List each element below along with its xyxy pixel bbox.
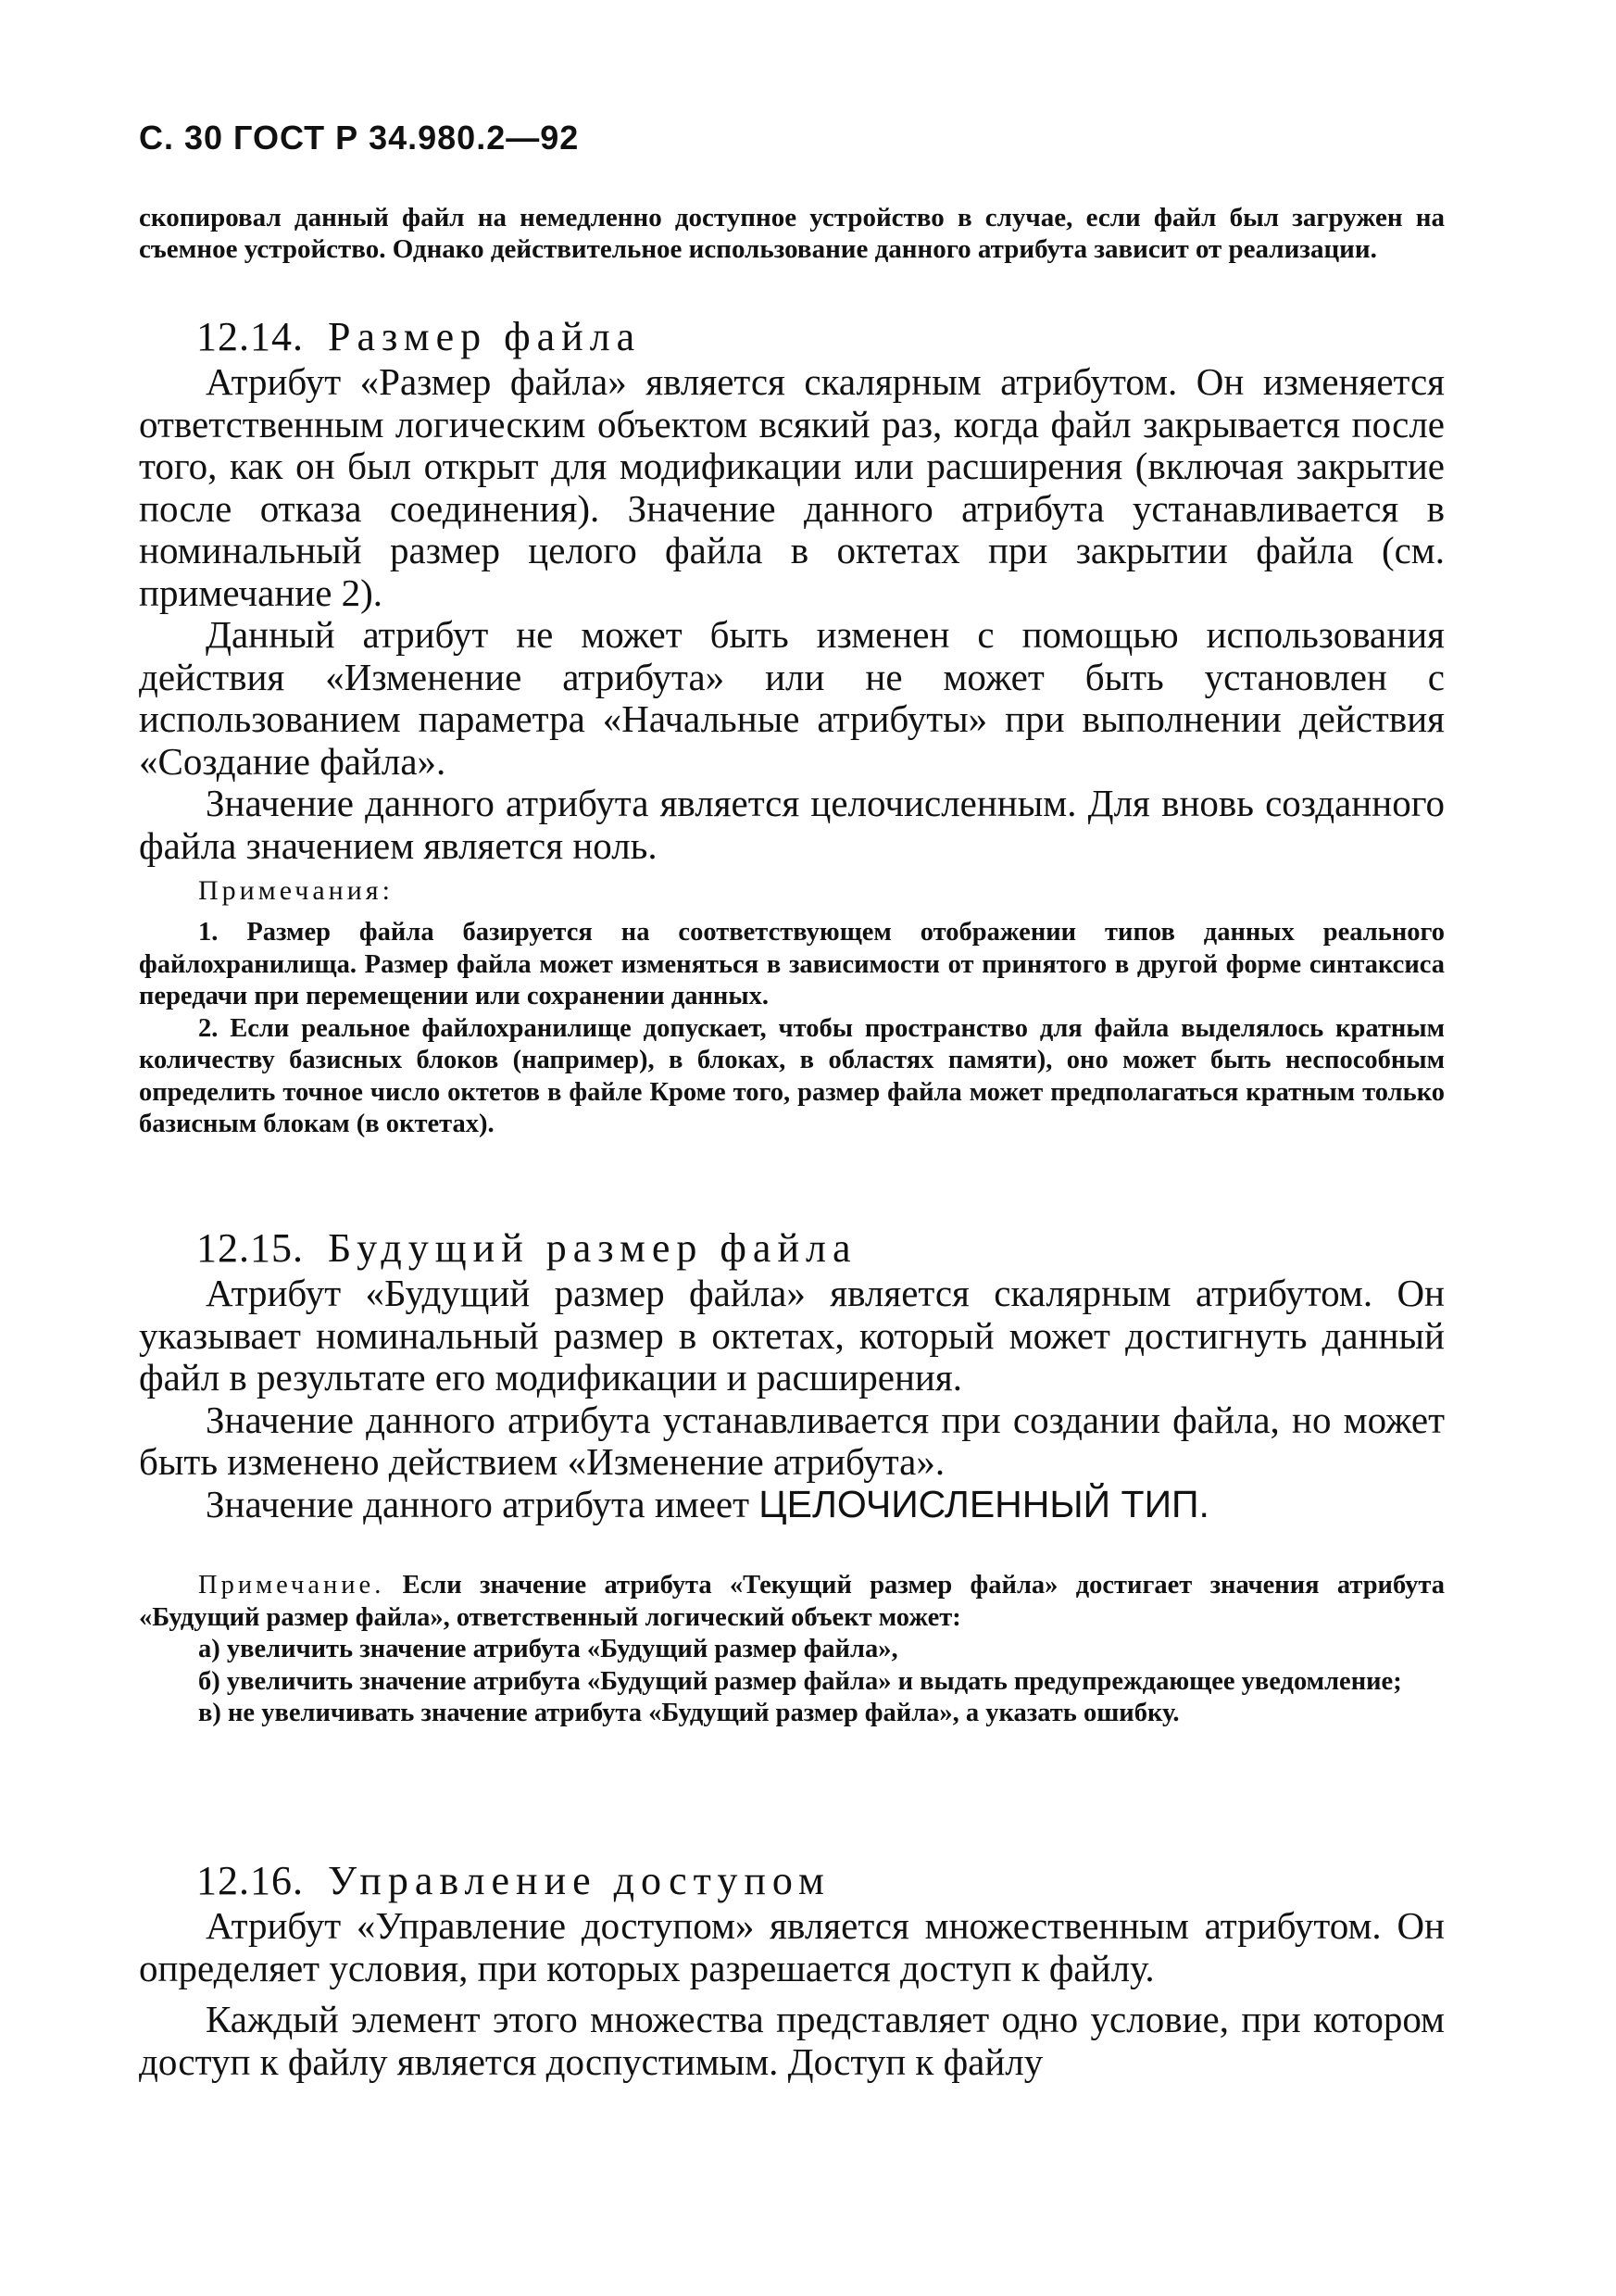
note-item: 1. Размер файла базируется на соответствующем отображении типов данных реального файлохранилища. Размер файла может изменяться в зависимости от принятого в другой форме синтаксиса передачи при перемещении или сохранении данных. [139,918,1445,1010]
intro-paragraph: скопировал данный файл на немедленно доступное устройство в случае, если файл был загружен на съемное устройство. Однако действительное использование данного атрибута зависит от реализации. [139,203,1445,264]
paragraph-text: Значение данного атрибута имеет [206,1482,759,1525]
section-12-16-title [196,1857,831,1904]
paragraph: Значение данного атрибута устанавливается при создании файла, но может быть изменено действием «Изменение атрибута». [139,1398,1445,1483]
section-title-text: Будущий размер файла [328,1225,858,1271]
section-number: 12.15. [196,1225,304,1271]
note-label: Примечание. [198,1571,385,1600]
note-item: в) не увеличивать значение атрибута «Будущий размер файла», а указать ошибку. [198,1699,1180,1727]
section-number: 12.16. [196,1858,304,1903]
page-header: С. 30 ГОСТ Р 34.980.2—92 [139,119,580,157]
section-12-15-title [196,1224,858,1272]
notes-block [139,917,1445,1141]
paragraph: Атрибут «Будущий размер файла» является скалярным атрибутом. Он указывает номинальный размер в октетах, который может достигнуть данный файл в результате его модификации и расширения. [139,1272,1445,1399]
note-block [139,1570,1445,1730]
note-item: б) увеличить значение атрибута «Будущий размер файла» и выдать предупреждающее уведомление; [198,1666,1402,1696]
paragraph: Данный атрибут не может быть изменен с помощью использования действия «Изменение атрибута» или не может быть установлен с использованием параметра «Начальные атрибуты» при выполнении действия «Создание файла». [139,613,1445,783]
section-12-15-body [139,1273,1445,1525]
note-intro [139,1570,1445,1634]
type-name: ЦЕЛОЧИСЛЕННЫЙ ТИП. [758,1482,1209,1525]
note-text: Если значение атрибута «Текущий размер файла» достигает значения атрибута «Будущий размер файла», ответственный логический объект может: [139,1571,1445,1632]
section-title-text: Управление доступом [328,1858,831,1903]
section-12-16-body [139,1905,1445,2083]
section-12-14-title [196,313,641,360]
paragraph: Атрибут «Размер файла» является скалярным атрибутом. Он изменяется ответственным логическим объектом всякий раз, когда файл закрывается после того, как он был открыт для модификации или расширения (включая закрытие после отказа соединения). Значение данного атрибута устанавливается в номинальный размер целого файла в октетах при закрытии файла (см. примечание 2). [139,360,1445,614]
notes-heading: Примечания: [198,875,394,906]
section-12-14-body [139,361,1445,867]
paragraph: Атрибут «Управление доступом» является множественным атрибутом. Он определяет условия, при которых разрешается доступ к файлу. [139,1904,1445,1989]
note-item: а) увеличить значение атрибута «Будущий размер файла», [198,1635,898,1663]
paragraph: Значение данного атрибута является целочисленным. Для вновь созданного файла значением является ноль. [139,782,1445,867]
section-number: 12.14. [196,314,304,359]
paragraph [139,1484,1445,1526]
note-item: 2. Если реальное файлохранилище допускает, чтобы пространство для файла выделялось кратным количеству базисных блоков (например), в блоках, в областях памяти), оно может быть неспособным определить точное число октетов в файле Кроме того, размер файла может предполагаться кратным только базисным блокам (в октетах). [139,1013,1445,1138]
paragraph: Каждый элемент этого множества представляет одно условие, при котором доступ к файлу является доспустимым. Доступ к файлу [139,1998,1445,2083]
section-title-text: Размер файла [328,314,642,359]
